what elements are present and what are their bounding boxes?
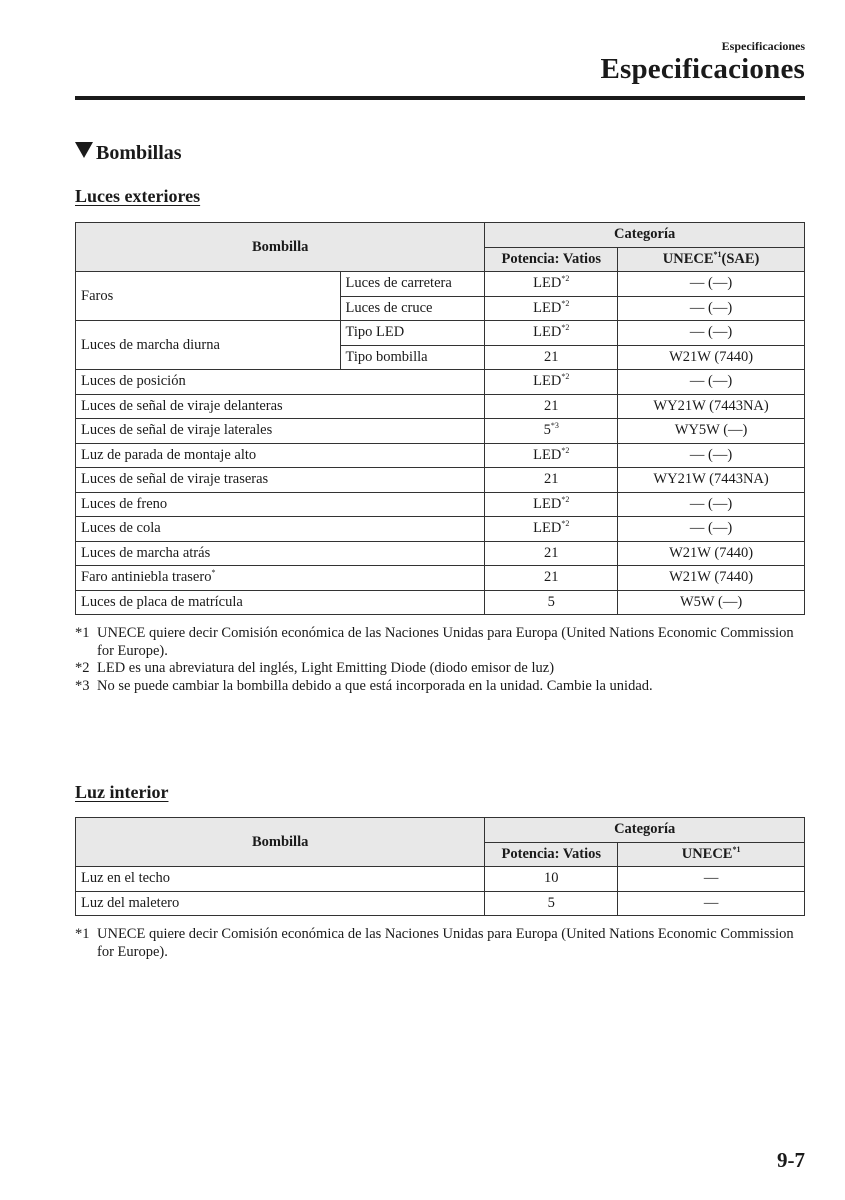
power-cell	[485, 566, 618, 591]
footnote-mark: *1	[75, 625, 90, 641]
bulb-label: Luz en el techo	[76, 867, 485, 892]
bulb-sub-label: Luces de carretera	[340, 272, 485, 297]
exterior-footnotes	[75, 625, 795, 695]
table-row	[76, 321, 805, 346]
table-row	[76, 566, 805, 591]
unece-cell: W21W (7440)	[618, 566, 805, 591]
bulb-label	[76, 468, 485, 493]
footnote-ref: *3	[550, 421, 559, 431]
cell-text: Luces de señal de viraje laterales	[81, 422, 273, 439]
bulb-label	[76, 370, 485, 395]
bulb-label	[76, 590, 485, 615]
interior-light-heading: Luz interior	[75, 782, 169, 802]
footnote-ref: *2	[561, 445, 570, 455]
section-heading	[75, 142, 182, 165]
unece-cell: — (—)	[618, 272, 805, 297]
interior-table-body	[76, 867, 805, 916]
cell-text: LED	[533, 373, 562, 390]
section-heading-text: Bombillas	[96, 142, 182, 164]
table-row	[76, 468, 805, 493]
exterior-bulbs-table	[75, 222, 805, 615]
cell-text: 21	[543, 397, 559, 414]
unece-cell: WY5W (—)	[618, 419, 805, 444]
footnote-mark: *2	[75, 660, 90, 676]
footnote-ref: *2	[561, 274, 570, 284]
cell-text: Luces de cola	[81, 520, 161, 537]
unece-cell: W5W (—)	[618, 590, 805, 615]
cell-text: Luces de señal de viraje delanteras	[81, 397, 283, 414]
unece-cell: — (—)	[618, 370, 805, 395]
footnote-ref: *2	[561, 372, 570, 382]
interior-footnotes	[75, 926, 795, 961]
cell-text: Luces de señal de viraje traseras	[81, 471, 269, 488]
power-cell	[485, 517, 618, 542]
cell-text: LED	[533, 275, 562, 292]
footnote	[75, 660, 795, 678]
bulb-label	[76, 492, 485, 517]
footnote-ref: *2	[561, 298, 570, 308]
power-cell	[485, 321, 618, 346]
power-cell	[485, 541, 618, 566]
power-header: Potencia: Vatios	[485, 842, 618, 867]
category-header: Categoría	[485, 223, 805, 248]
bulb-label	[76, 541, 485, 566]
unece-cell: — (—)	[618, 517, 805, 542]
unece-cell: —	[618, 891, 805, 916]
cell-text: Luces de placa de matrícula	[81, 593, 243, 610]
cell-text: 21	[543, 569, 559, 586]
footnote	[75, 926, 795, 961]
footnote-text: LED es una abreviatura del inglés, Light Emitting Diode (diodo emisor de luz)	[97, 660, 555, 676]
footnote-mark: *1	[75, 926, 90, 942]
footnote	[75, 678, 795, 696]
bulb-sub-label: Tipo LED	[340, 321, 485, 346]
unece-cell: — (—)	[618, 492, 805, 517]
cell-text: LED	[533, 446, 562, 463]
footnote-ref: *	[211, 568, 216, 578]
unece-cell: W21W (7440)	[618, 345, 805, 370]
table-row	[76, 541, 805, 566]
unece-cell: WY21W (7443NA)	[618, 468, 805, 493]
power-cell	[485, 370, 618, 395]
bulb-group-label: Faros	[76, 272, 341, 321]
power-cell	[485, 296, 618, 321]
footnote-text: UNECE quiere decir Comisión económica de las Naciones Unidas para Europa (United Nations Economic Commission for Europe).	[97, 625, 794, 659]
triangle-down-icon	[75, 142, 93, 158]
unece-header: UNECE$^{*1}$(SAE)	[618, 247, 805, 272]
cell-text: 21	[543, 544, 559, 561]
table-row	[76, 272, 805, 297]
bulb-group-label: Luces de marcha diurna	[76, 321, 341, 370]
footnote-text: No se puede cambiar la bombilla debido a que está incorporada en la unidad. Cambie la unidad.	[97, 677, 653, 694]
bulb-column-header: Bombilla	[76, 223, 485, 272]
exterior-lights-heading: Luces exteriores	[75, 186, 201, 206]
table-row	[76, 590, 805, 615]
page-title: Especificaciones	[600, 53, 805, 85]
footnote-text: UNECE quiere decir Comisión económica de las Naciones Unidas para Europa (United Nations Economic Commission for Europe).	[97, 926, 794, 960]
unece-cell: — (—)	[618, 321, 805, 346]
cell-text: Faro antiniebla trasero	[81, 569, 212, 586]
power-cell: 10	[485, 867, 618, 892]
cell-text: Luces de freno	[81, 495, 168, 512]
bulb-label	[76, 566, 485, 591]
footnote-ref: *2	[561, 494, 570, 504]
table-row	[76, 891, 805, 916]
unece-cell: —	[618, 867, 805, 892]
bulb-label	[76, 394, 485, 419]
cell-text: 5	[547, 593, 555, 610]
unece-cell: — (—)	[618, 443, 805, 468]
interior-table-head	[76, 818, 805, 867]
bulb-sub-label: Luces de cruce	[340, 296, 485, 321]
bulb-sub-label: Tipo bombilla	[340, 345, 485, 370]
cell-text: Luces de marcha atrás	[81, 544, 211, 561]
header-rule	[75, 96, 805, 100]
category-header: Categoría	[485, 818, 805, 843]
bulb-label: Luz del maletero	[76, 891, 485, 916]
power-cell	[485, 492, 618, 517]
table-row	[76, 443, 805, 468]
footnote-mark: *3	[75, 677, 90, 694]
cell-text: Luces de posición	[81, 373, 186, 390]
power-cell	[485, 468, 618, 493]
table-row	[76, 370, 805, 395]
table-row	[76, 419, 805, 444]
unece-cell: — (—)	[618, 296, 805, 321]
cell-text: 21	[543, 348, 559, 365]
footnote-ref: *2	[561, 323, 570, 333]
footnote	[75, 625, 795, 660]
power-cell	[485, 419, 618, 444]
unece-cell: WY21W (7443NA)	[618, 394, 805, 419]
exterior-table-body	[76, 272, 805, 615]
cell-text: LED	[533, 495, 562, 512]
bulb-column-header: Bombilla	[76, 818, 485, 867]
power-cell	[485, 272, 618, 297]
power-cell	[485, 394, 618, 419]
footnote-ref: *2	[561, 519, 570, 529]
unece-header: UNECE$^{*1}$	[618, 842, 805, 867]
cell-text: 5	[543, 422, 551, 439]
power-cell	[485, 590, 618, 615]
exterior-table-head	[76, 223, 805, 272]
table-row	[76, 394, 805, 419]
table-row	[76, 517, 805, 542]
interior-bulbs-table	[75, 817, 805, 916]
power-cell: 5	[485, 891, 618, 916]
table-row	[76, 867, 805, 892]
bulb-label	[76, 419, 485, 444]
cell-text: LED	[533, 324, 562, 341]
page-number: 9-7	[777, 1148, 805, 1172]
power-cell	[485, 443, 618, 468]
cell-text: 21	[543, 471, 559, 488]
power-header: Potencia: Vatios	[485, 247, 618, 272]
bulb-label	[76, 443, 485, 468]
running-header: Especificaciones	[721, 39, 805, 53]
cell-text: Luz de parada de montaje alto	[81, 446, 257, 463]
bulb-label	[76, 517, 485, 542]
unece-cell: W21W (7440)	[618, 541, 805, 566]
power-cell	[485, 345, 618, 370]
table-row	[76, 492, 805, 517]
cell-text: LED	[533, 299, 562, 316]
cell-text: LED	[533, 520, 562, 537]
